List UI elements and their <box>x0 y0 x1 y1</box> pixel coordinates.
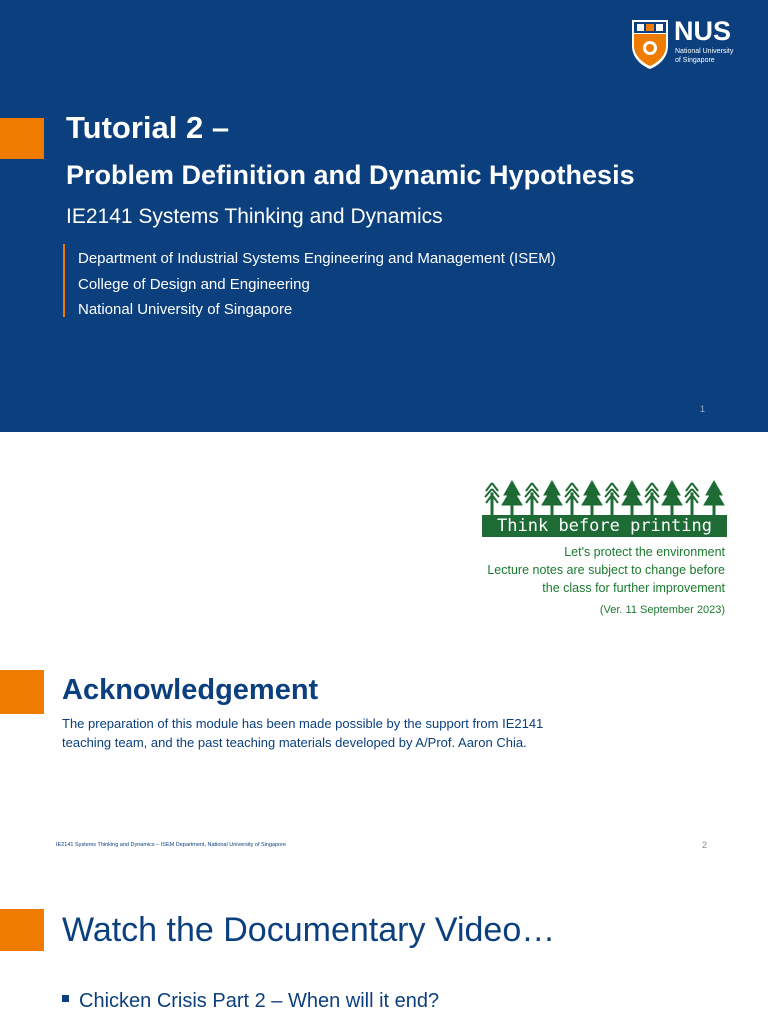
video-heading: Watch the Documentary Video… <box>62 911 556 949</box>
course-name: IE2141 Systems Thinking and Dynamics <box>66 205 443 228</box>
nus-logo-subtext <box>675 47 733 65</box>
slide-title: Tutorial 2 – <box>66 110 230 145</box>
acknowledgement-line-1: The preparation of this module has been made possible by the support from IE2141 <box>62 716 544 731</box>
logo-subtext-line1: National University <box>675 48 734 55</box>
note-line-3: the class for further improvement <box>542 581 725 595</box>
page-number: 1 <box>700 404 706 414</box>
video-slide <box>0 864 768 1024</box>
title-slide <box>0 0 768 432</box>
version-label: (Ver. 11 September 2023) <box>599 604 725 616</box>
acknowledgement-slide <box>0 432 768 864</box>
think-before-printing-banner: Think before printing <box>482 515 727 537</box>
logo-subtext-line2: of Singapore <box>675 57 715 64</box>
nus-logo <box>630 18 750 72</box>
orange-accent-tab <box>0 909 44 951</box>
note-line-2: Lecture notes are subject to change before <box>487 563 725 577</box>
affiliation-department: Department of Industrial Systems Engineering and Management (ISEM) <box>78 250 556 267</box>
acknowledgement-body <box>62 714 622 752</box>
think-before-printing-badge <box>482 479 727 537</box>
note-line-1: Let's protect the environment <box>564 545 725 559</box>
affiliation-accent-bar <box>63 244 65 317</box>
nus-logo-text: NUS <box>674 16 732 46</box>
slide-subtitle: Problem Definition and Dynamic Hypothesis <box>66 160 635 190</box>
slide-footer: IE2141 Systems Thinking and Dynamics – ISEM Department, National University of Singapore <box>56 842 287 848</box>
orange-accent-tab <box>0 670 44 714</box>
nus-crest-icon <box>630 18 670 70</box>
affiliation-university: National University of Singapore <box>78 301 293 318</box>
orange-accent-tab <box>0 118 44 159</box>
list-item <box>62 988 439 1014</box>
square-bullet-icon <box>62 995 69 1002</box>
acknowledgement-heading: Acknowledgement <box>62 674 319 706</box>
bullet-text: Chicken Crisis Part 2 – When will it end? <box>79 990 440 1012</box>
trees-icon <box>482 479 727 515</box>
acknowledgement-line-2: teaching team, and the past teaching materials developed by A/Prof. Aaron Chia. <box>62 735 527 750</box>
affiliation-block <box>78 246 556 323</box>
page-number: 2 <box>702 840 708 850</box>
affiliation-college: College of Design and Engineering <box>78 275 310 293</box>
environment-notes <box>420 543 725 597</box>
